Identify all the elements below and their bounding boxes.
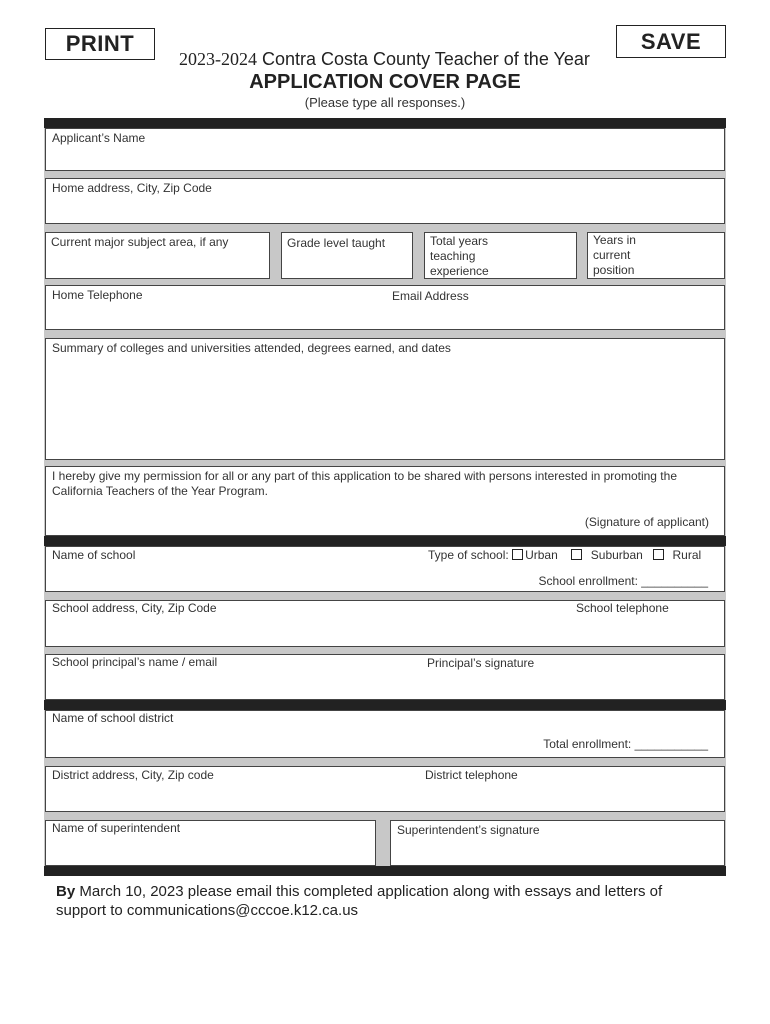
section-bar [44,866,726,876]
school-name-field[interactable] [45,546,725,592]
school-name-label: Name of school [52,548,136,562]
total-years-label: Total years teaching experience [430,234,489,278]
grade-level-field[interactable] [281,232,413,279]
district-name-field[interactable] [45,710,725,758]
suburban-checkbox[interactable] [571,549,582,560]
school-enrollment-label: School enrollment: __________ [538,574,708,588]
rural-checkbox[interactable] [653,549,664,560]
superintendent-signature-field[interactable] [390,820,725,866]
district-telephone-label: District telephone [425,768,518,782]
applicant-name-field[interactable] [45,128,725,171]
district-address-label: District address, City, Zip code [52,768,214,782]
section-bar [44,118,726,128]
home-address-label: Home address, City, Zip Code [52,181,212,195]
form-year: 2023-2024 [179,49,257,69]
school-address-label: School address, City, Zip Code [52,601,217,615]
page-subtitle: (Please type all responses.) [304,95,466,110]
home-telephone-email-field[interactable] [45,285,725,330]
urban-option-label: Urban [525,548,558,562]
superintendent-signature-label: Superintendent’s signature [397,823,540,837]
district-name-label: Name of school district [52,711,174,725]
total-years-field[interactable] [424,232,577,279]
total-enrollment-label: Total enrollment: ___________ [543,737,708,751]
suburban-option-label: Suburban [590,548,643,562]
section-bar [44,536,726,546]
school-telephone-label: School telephone [576,601,669,615]
submission-instructions [56,883,716,921]
principal-signature-label: Principal’s signature [427,656,535,670]
subject-area-label: Current major subject area, if any [51,235,229,249]
section-bar [44,700,726,710]
school-type-group [428,548,701,563]
superintendent-name-field[interactable] [45,820,376,866]
permission-signature-field[interactable] [45,466,725,536]
home-telephone-label: Home Telephone [52,288,143,302]
district-address-field[interactable] [45,766,725,812]
superintendent-name-label: Name of superintendent [52,821,181,835]
applicant-name-label: Applicant’s Name [52,131,146,145]
colleges-summary-field[interactable] [45,338,725,460]
subject-area-field[interactable] [45,232,270,279]
home-address-field[interactable] [45,178,725,224]
years-current-position-field[interactable] [587,232,725,279]
page-title: APPLICATION COVER PAGE [249,71,521,93]
school-type-label: Type of school: [428,548,509,562]
colleges-summary-label: Summary of colleges and universities attended, degrees earned, and dates [52,341,451,355]
rural-option-label: Rural [672,548,702,562]
footer-by: By [56,883,76,900]
urban-checkbox[interactable] [512,549,523,560]
principal-name-label: School principal’s name / email [52,655,218,669]
grade-level-label: Grade level taught [287,236,386,250]
print-button[interactable]: PRINT [45,28,155,60]
application-form [44,118,726,876]
form-year-title [179,49,590,70]
save-button[interactable]: SAVE [616,25,726,58]
years-current-position-label: Years in current position [593,233,636,277]
signature-applicant-label: (Signature of applicant) [584,515,709,529]
email-address-label: Email Address [392,289,469,303]
footer-text: March 10, 2023 please email this completed application along with essays and letters of support to communications@cccoe.k12.ca.us [56,883,663,919]
permission-text: I hereby give my permission for all or any part of this application to be shared with persons interested in promoting the California Teachers of the Year Program. [52,469,677,498]
school-address-field[interactable] [45,600,725,647]
principal-field[interactable] [45,654,725,700]
form-program-title: Contra Costa County Teacher of the Year [257,49,590,69]
